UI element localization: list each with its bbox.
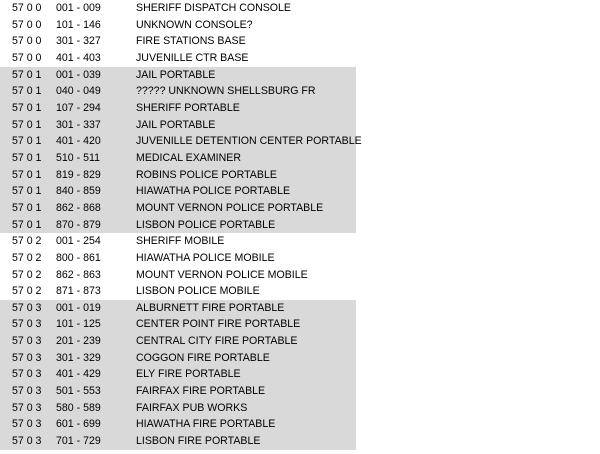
system-id-cell: 57 0 1 [12, 151, 42, 164]
table-row [0, 117, 356, 134]
unit-range-cell: 107 - 294 [56, 101, 101, 114]
unit-range-cell: 871 - 873 [56, 285, 101, 298]
unit-range-cell: 800 - 861 [56, 251, 101, 264]
table-row [0, 366, 356, 383]
unit-range-cell: 862 - 863 [56, 268, 101, 281]
table-row [0, 67, 356, 84]
description-cell: FAIRFAX PUB WORKS [136, 401, 248, 414]
system-id-cell: 57 0 3 [12, 435, 42, 448]
unit-range-cell: 580 - 589 [56, 401, 101, 414]
description-cell: JAIL PORTABLE [136, 118, 216, 131]
unit-range-cell: 870 - 879 [56, 218, 101, 231]
description-cell: ????? UNKNOWN SHELLSBURG FR [136, 85, 316, 98]
system-id-cell: 57 0 3 [12, 385, 42, 398]
table-row [0, 200, 356, 217]
description-cell: CENTRAL CITY FIRE PORTABLE [136, 335, 298, 348]
description-cell: JAIL PORTABLE [136, 68, 216, 81]
table-row [0, 167, 356, 184]
description-cell: LISBON POLICE PORTABLE [136, 218, 276, 231]
table-row [0, 50, 356, 67]
table-row [0, 150, 356, 167]
unit-range-cell: 401 - 429 [56, 368, 101, 381]
description-cell: SHERIFF DISPATCH CONSOLE [136, 2, 291, 14]
description-cell: MEDICAL EXAMINER [136, 151, 241, 164]
table-row [0, 267, 356, 284]
table-row [0, 433, 356, 450]
table-row [0, 350, 356, 367]
description-cell: LISBON FIRE PORTABLE [136, 435, 261, 448]
table-row [0, 83, 356, 100]
system-id-cell: 57 0 0 [12, 51, 42, 64]
table-row [0, 316, 356, 333]
system-id-cell: 57 0 1 [12, 201, 42, 214]
description-cell: LISBON POLICE MOBILE [136, 285, 260, 298]
description-cell: HIAWATHA POLICE PORTABLE [136, 185, 291, 198]
system-id-cell: 57 0 1 [12, 218, 42, 231]
table-row [0, 33, 356, 50]
system-id-cell: 57 0 1 [12, 118, 42, 131]
system-id-cell: 57 0 0 [12, 35, 42, 48]
table-row [0, 400, 356, 417]
description-cell: COGGON FIRE PORTABLE [136, 351, 270, 364]
description-cell: MOUNT VERNON POLICE MOBILE [136, 268, 308, 281]
unit-range-cell: 819 - 829 [56, 168, 101, 181]
table-row [0, 250, 356, 267]
description-cell: SHERIFF MOBILE [136, 235, 225, 248]
description-cell: HIAWATHA FIRE PORTABLE [136, 418, 276, 431]
system-id-cell: 57 0 2 [12, 268, 42, 281]
unit-range-cell: 301 - 327 [56, 35, 101, 48]
system-id-cell: 57 0 3 [12, 318, 42, 331]
description-cell: FIRE STATIONS BASE [136, 35, 246, 48]
description-cell: MOUNT VERNON POLICE PORTABLE [136, 201, 324, 214]
description-cell: ALBURNETT FIRE PORTABLE [136, 301, 285, 314]
table-row [0, 100, 356, 117]
unit-range-cell: 501 - 553 [56, 385, 101, 398]
system-id-cell: 57 0 2 [12, 285, 42, 298]
unit-range-cell: 001 - 039 [56, 68, 101, 81]
unit-range-cell: 301 - 329 [56, 351, 101, 364]
unit-range-cell: 001 - 019 [56, 301, 101, 314]
system-id-cell: 57 0 1 [12, 135, 42, 148]
unit-range-cell: 701 - 729 [56, 435, 101, 448]
system-id-cell: 57 0 1 [12, 85, 42, 98]
system-id-cell: 57 0 3 [12, 368, 42, 381]
unit-range-cell: 040 - 049 [56, 85, 101, 98]
description-cell: CENTER POINT FIRE PORTABLE [136, 318, 301, 331]
unit-range-cell: 001 - 254 [56, 235, 101, 248]
unit-range-cell: 101 - 125 [56, 318, 101, 331]
unit-range-cell: 862 - 868 [56, 201, 101, 214]
system-id-cell: 57 0 3 [12, 301, 42, 314]
system-id-cell: 57 0 3 [12, 351, 42, 364]
description-cell: SHERIFF PORTABLE [136, 101, 240, 114]
system-id-cell: 57 0 0 [12, 2, 42, 14]
unit-range-cell: 840 - 859 [56, 185, 101, 198]
unit-range-cell: 101 - 146 [56, 18, 101, 31]
description-cell: ROBINS POLICE PORTABLE [136, 168, 277, 181]
table-row [0, 133, 362, 150]
system-id-cell: 57 0 1 [12, 68, 42, 81]
unit-range-cell: 201 - 239 [56, 335, 101, 348]
table-row [0, 0, 356, 17]
table-row [0, 17, 356, 34]
unit-range-cell: 001 - 009 [56, 2, 101, 14]
unit-range-cell: 401 - 403 [56, 51, 101, 64]
system-id-cell: 57 0 2 [12, 235, 42, 248]
table-row [0, 300, 356, 317]
description-cell: JUVENILLE DETENTION CENTER PORTABLE [136, 135, 362, 148]
system-id-cell: 57 0 3 [12, 401, 42, 414]
system-id-cell: 57 0 1 [12, 101, 42, 114]
description-cell: ELY FIRE PORTABLE [136, 368, 241, 381]
table-row [0, 416, 356, 433]
table-row [0, 233, 356, 250]
table-row [0, 217, 356, 234]
description-cell: JUVENILLE CTR BASE [136, 51, 249, 64]
system-id-cell: 57 0 3 [12, 418, 42, 431]
table-row [0, 183, 356, 200]
table-row [0, 283, 356, 300]
unit-range-cell: 301 - 337 [56, 118, 101, 131]
system-id-cell: 57 0 1 [12, 185, 42, 198]
unit-range-cell: 510 - 511 [56, 151, 100, 164]
system-id-cell: 57 0 3 [12, 335, 42, 348]
description-cell: FAIRFAX FIRE PORTABLE [136, 385, 266, 398]
table-row [0, 383, 356, 400]
description-cell: UNKNOWN CONSOLE? [136, 18, 253, 31]
unit-range-cell: 401 - 420 [56, 135, 101, 148]
description-cell: HIAWATHA POLICE MOBILE [136, 251, 275, 264]
table-row [0, 333, 356, 350]
system-id-cell: 57 0 0 [12, 18, 42, 31]
system-id-cell: 57 0 2 [12, 251, 42, 264]
system-id-cell: 57 0 1 [12, 168, 42, 181]
unit-range-cell: 601 - 699 [56, 418, 101, 431]
